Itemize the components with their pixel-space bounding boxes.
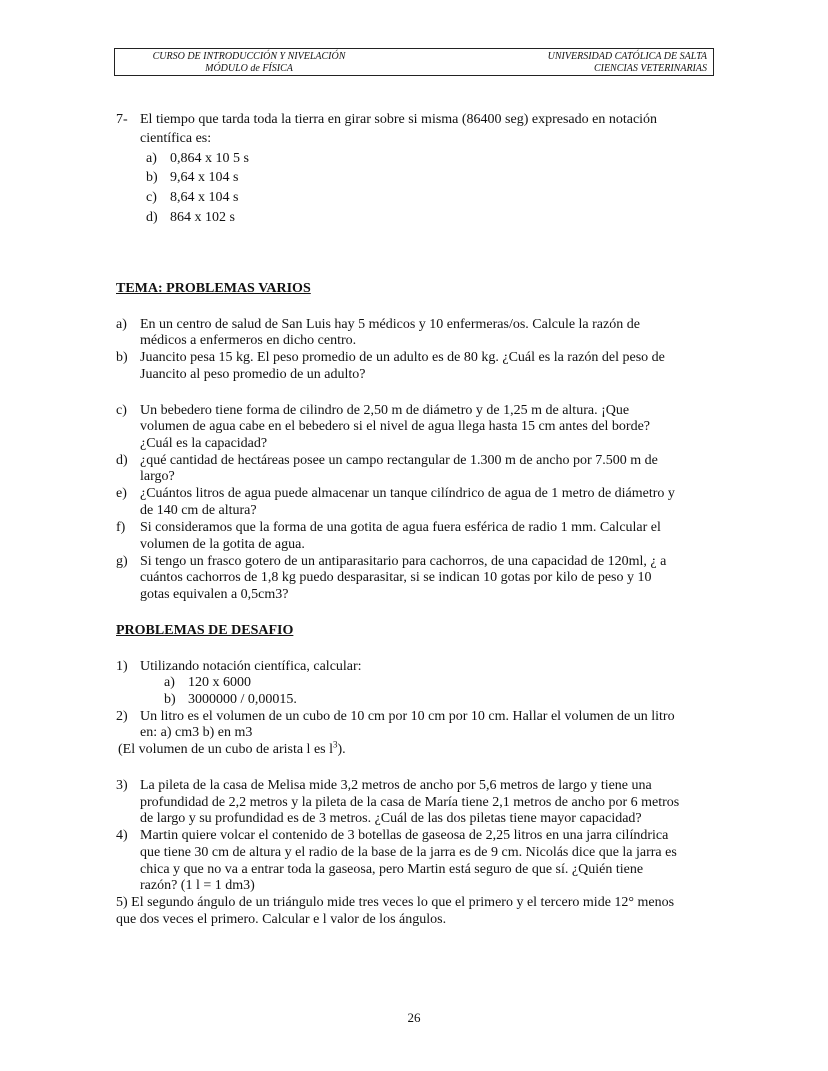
page-number: 26 xyxy=(407,1010,421,1025)
q7-option-text: 0,864 x 10 5 s xyxy=(170,151,249,166)
problem-4-line: Martin quiere volcar el contenido de 3 botellas de gaseosa de 2,25 litros en una jarra cilíndrica xyxy=(140,828,669,843)
header-faculty: CIENCIAS VETERINARIAS xyxy=(593,63,707,74)
problem-1-a-text: 120 x 6000 xyxy=(188,675,251,690)
header-university: UNIVERSIDAD CATÓLICA DE SALTA xyxy=(547,51,707,62)
problem-label: 3) xyxy=(116,778,128,793)
item-c-line: volumen de agua cabe en el bebedero si el nivel de agua llega hasta 15 cm antes del borde? xyxy=(140,419,651,434)
item-g-line: Si tengo un frasco gotero de un antiparasitario para cachorros, de una capacidad de 120ml, ¿ a xyxy=(140,554,667,569)
problem-1-b-text: 3000000 / 0,00015. xyxy=(188,692,297,707)
problem-label: 1) xyxy=(116,659,128,674)
q7-option-label: c) xyxy=(146,190,157,205)
item-f-line: volumen de la gotita de agua. xyxy=(140,537,305,552)
problem-3-line: de largo y su profundidad es de 3 metros. ¿Cuál de las dos piletas tiene mayor capacidad? xyxy=(140,811,642,826)
item-b-line: Juancito al peso promedio de un adulto? xyxy=(140,367,366,382)
problem-1-a-label: a) xyxy=(164,675,175,690)
item-a-line: En un centro de salud de San Luis hay 5 médicos y 10 enfermeras/os. Calcule la razón de xyxy=(140,317,640,332)
item-label: f) xyxy=(116,520,126,535)
item-label: b) xyxy=(116,350,128,365)
problem-2-line1: Un litro es el volumen de un cubo de 10 cm por 10 cm por 10 cm. Hallar el volumen de un litro xyxy=(140,709,675,724)
problem-1-text: Utilizando notación científica, calcular: xyxy=(140,659,362,674)
problem-5-line1: 5) El segundo ángulo de un triángulo mide tres veces lo que el primero y el tercero mide 12° menos xyxy=(116,895,675,910)
header-module: MÓDULO de FÍSICA xyxy=(205,63,293,74)
problem-2-line2: en: a) cm3 b) en m3 xyxy=(140,725,253,740)
header-left xyxy=(119,51,379,75)
q7-text-line1: El tiempo que tarda toda la tierra en girar sobre si misma (86400 seg) expresado en notación xyxy=(140,112,658,127)
q7-option-label: a) xyxy=(146,151,157,166)
item-label: e) xyxy=(116,486,127,501)
header-course: CURSO DE INTRODUCCIÓN Y NIVELACIÓN xyxy=(152,51,346,62)
section-heading-problemas-varios: TEMA: PROBLEMAS VARIOS xyxy=(116,281,311,296)
item-label: a) xyxy=(116,317,127,332)
item-c-line: Un bebedero tiene forma de cilindro de 2,50 m de diámetro y de 1,25 m de altura. ¡Que xyxy=(140,403,630,418)
item-g-line: cuántos cachorros de 1,8 kg puedo desparasitar, si se indican 10 gotas por kilo de peso y 10 xyxy=(140,570,652,585)
item-label: d) xyxy=(116,453,128,468)
item-label: c) xyxy=(116,403,127,418)
item-a-line: médicos a enfermeros en dicho centro. xyxy=(140,333,357,348)
item-g-line: gotas equivalen a 0,5cm3? xyxy=(140,587,289,602)
problem-2-note xyxy=(118,739,346,758)
problem-4-line: chica y que no va a entrar toda la gaseosa, pero Martin está seguro de que sí. ¿Quién tiene xyxy=(140,862,644,877)
item-e-line: ¿Cuántos litros de agua puede almacenar un tanque cilíndrico de agua de 1 metro de diámetro y xyxy=(140,486,675,501)
item-c-line: ¿Cuál es la capacidad? xyxy=(140,436,268,451)
problem-2-note-text: (El volumen de un cubo de arista l es l xyxy=(118,742,333,757)
q7-option-text: 864 x 102 s xyxy=(170,210,235,225)
problem-2-note-end: ). xyxy=(337,742,346,757)
item-d-line: largo? xyxy=(140,469,175,484)
q7-option-label: d) xyxy=(146,210,158,225)
q7-option-label: b) xyxy=(146,170,158,185)
problem-1-b-label: b) xyxy=(164,692,176,707)
problem-label: 2) xyxy=(116,709,128,724)
problem-label: 4) xyxy=(116,828,128,843)
problem-5-line2: que dos veces el primero. Calcular e l valor de los ángulos. xyxy=(116,912,447,927)
page-header xyxy=(114,48,714,76)
section-heading-desafio: PROBLEMAS DE DESAFIO xyxy=(116,623,294,638)
problem-3-line: profundidad de 2,2 metros y la pileta de la casa de María tiene 2,1 metros de ancho por 6 metros xyxy=(140,795,680,810)
q7-number: 7- xyxy=(116,112,128,127)
item-f-line: Si consideramos que la forma de una gotita de agua fuera esférica de radio 1 mm. Calcular el xyxy=(140,520,661,535)
problem-3-line: La pileta de la casa de Melisa mide 3,2 metros de ancho por 5,6 metros de largo y tiene una xyxy=(140,778,652,793)
q7-option-text: 8,64 x 104 s xyxy=(170,190,239,205)
item-b-line: Juancito pesa 15 kg. El peso promedio de un adulto es de 80 kg. ¿Cuál es la razón del peso de xyxy=(140,350,665,365)
exponent-superscript: 3 xyxy=(333,739,338,750)
item-d-line: ¿qué cantidad de hectáreas posee un campo rectangular de 1.300 m de ancho por 7.500 m de xyxy=(140,453,658,468)
problem-4-line: que tiene 30 cm de altura y el radio de la base de la jarra es de 9 cm. Nicolás dice que la jarra es xyxy=(140,845,677,860)
q7-option-text: 9,64 x 104 s xyxy=(170,170,239,185)
item-label: g) xyxy=(116,554,128,569)
q7-text-line2: científica es: xyxy=(140,131,212,146)
item-e-line: de 140 cm de altura? xyxy=(140,503,257,518)
header-right xyxy=(548,51,707,75)
problem-4-line: razón? (1 l = 1 dm3) xyxy=(140,878,255,893)
